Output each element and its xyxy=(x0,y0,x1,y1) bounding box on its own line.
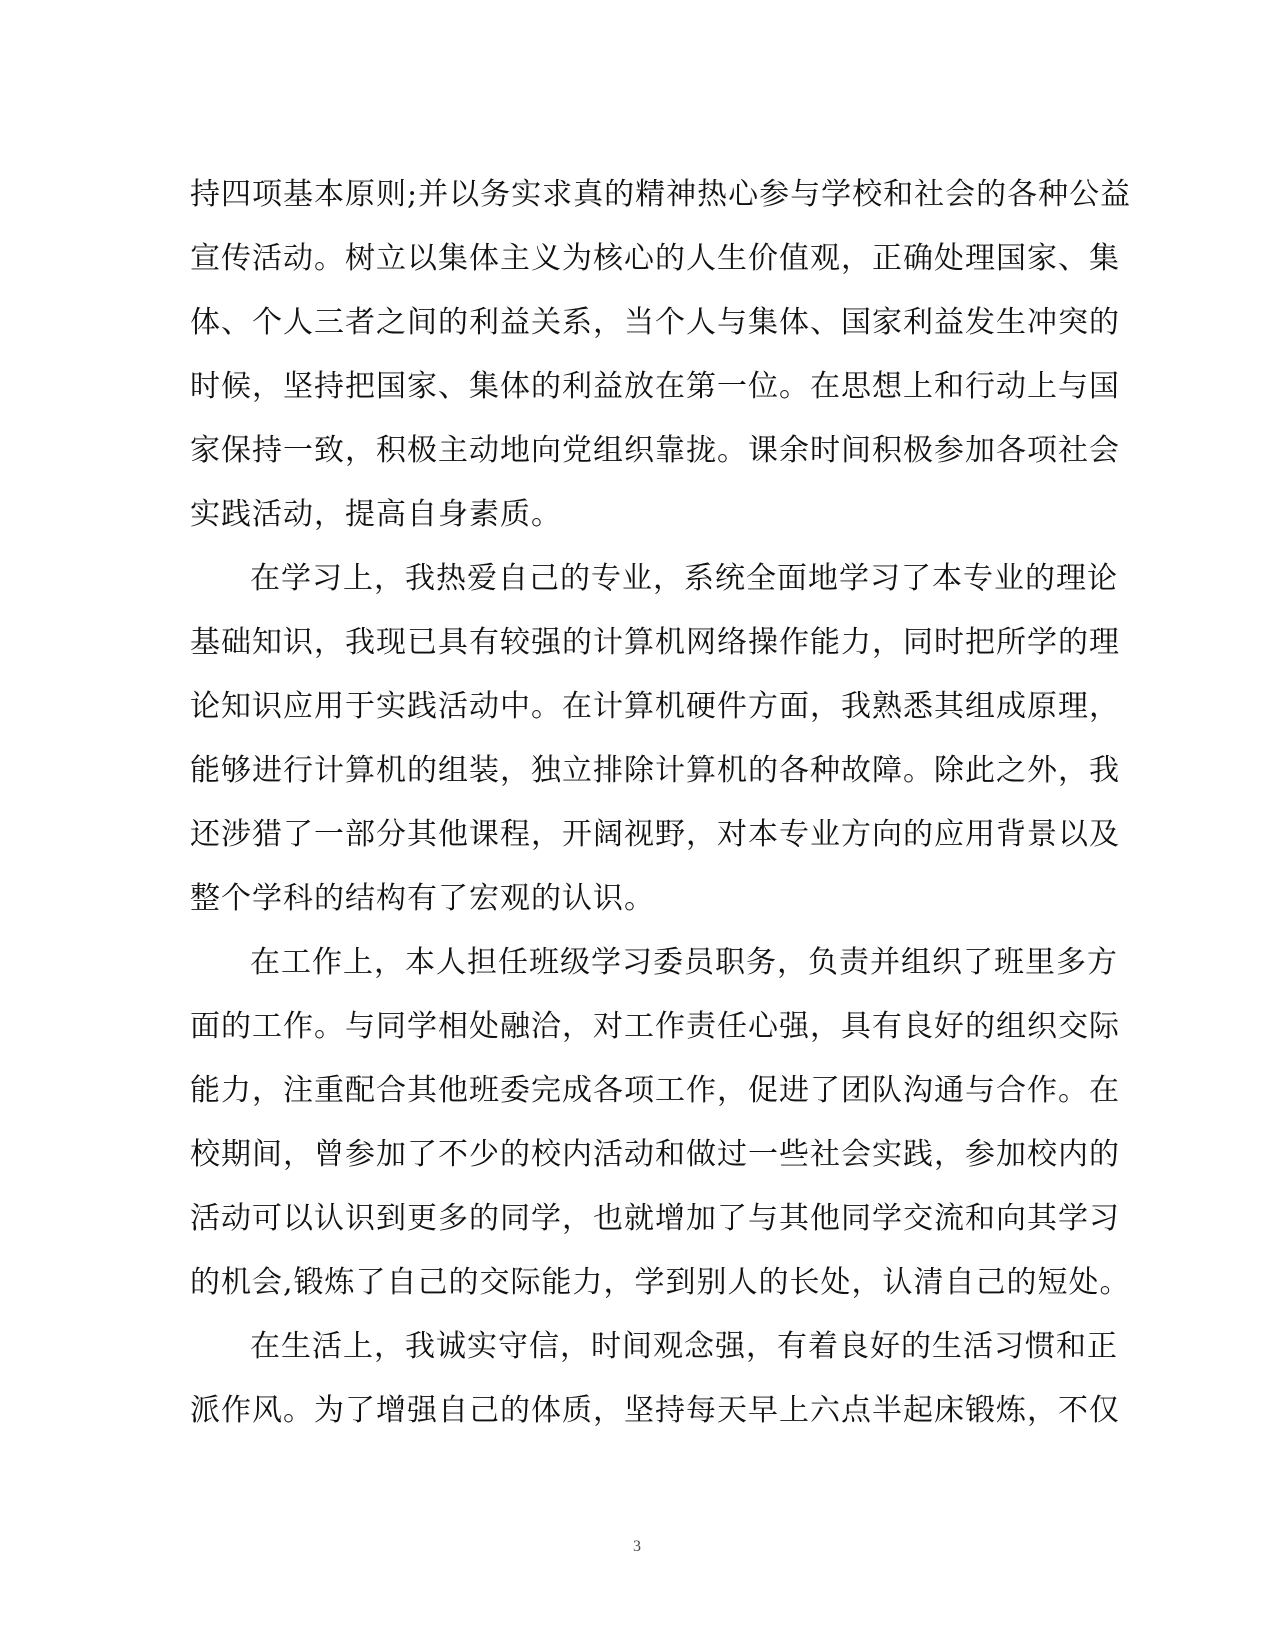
text-line: 在学习上，我热爱自己的专业，系统全面地学习了本专业的理论 xyxy=(250,561,1118,596)
text-line: 活动可以认识到更多的同学，也就增加了与其他同学交流和向其学习 xyxy=(190,1201,1120,1236)
text-line: 能力，注重配合其他班委完成各项工作，促进了团队沟通与合作。在 xyxy=(190,1073,1120,1108)
text-line: 整个学科的结构有了宏观的认识。 xyxy=(190,881,655,916)
text-line: 能够进行计算机的组装，独立排除计算机的各种故障。除此之外，我 xyxy=(190,753,1120,788)
text-line: 持四项基本原则;并以务实求真的精神热心参与学校和社会的各种公益 xyxy=(190,177,1132,212)
text-line: 基础知识，我现已具有较强的计算机网络操作能力，同时把所学的理 xyxy=(190,625,1120,660)
text-line: 的机会,锻炼了自己的交际能力，学到别人的长处，认清自己的短处。 xyxy=(190,1265,1131,1300)
text-line: 在生活上，我诚实守信，时间观念强，有着良好的生活习惯和正 xyxy=(250,1329,1118,1364)
text-line: 在工作上，本人担任班级学习委员职务，负责并组织了班里多方 xyxy=(250,945,1118,980)
text-line: 实践活动，提高自身素质。 xyxy=(190,497,562,532)
document-body xyxy=(190,163,1132,1443)
text-line: 还涉猎了一部分其他课程，开阔视野，对本专业方向的应用背景以及 xyxy=(190,817,1120,852)
page-number: 3 xyxy=(633,1538,641,1555)
text-line: 体、个人三者之间的利益关系，当个人与集体、国家利益发生冲突的 xyxy=(190,305,1120,340)
text-line: 时候，坚持把国家、集体的利益放在第一位。在思想上和行动上与国 xyxy=(190,369,1120,404)
text-line: 校期间，曾参加了不少的校内活动和做过一些社会实践，参加校内的 xyxy=(190,1137,1120,1172)
text-line: 论知识应用于实践活动中。在计算机硬件方面，我熟悉其组成原理， xyxy=(190,689,1120,724)
text-line: 派作风。为了增强自己的体质，坚持每天早上六点半起床锻炼，不仅 xyxy=(190,1393,1120,1428)
text-line: 家保持一致，积极主动地向党组织靠拢。课余时间积极参加各项社会 xyxy=(190,433,1120,468)
text-line: 宣传活动。树立以集体主义为核心的人生价值观，正确处理国家、集 xyxy=(190,241,1120,276)
text-line: 面的工作。与同学相处融洽，对工作责任心强，具有良好的组织交际 xyxy=(190,1009,1120,1044)
